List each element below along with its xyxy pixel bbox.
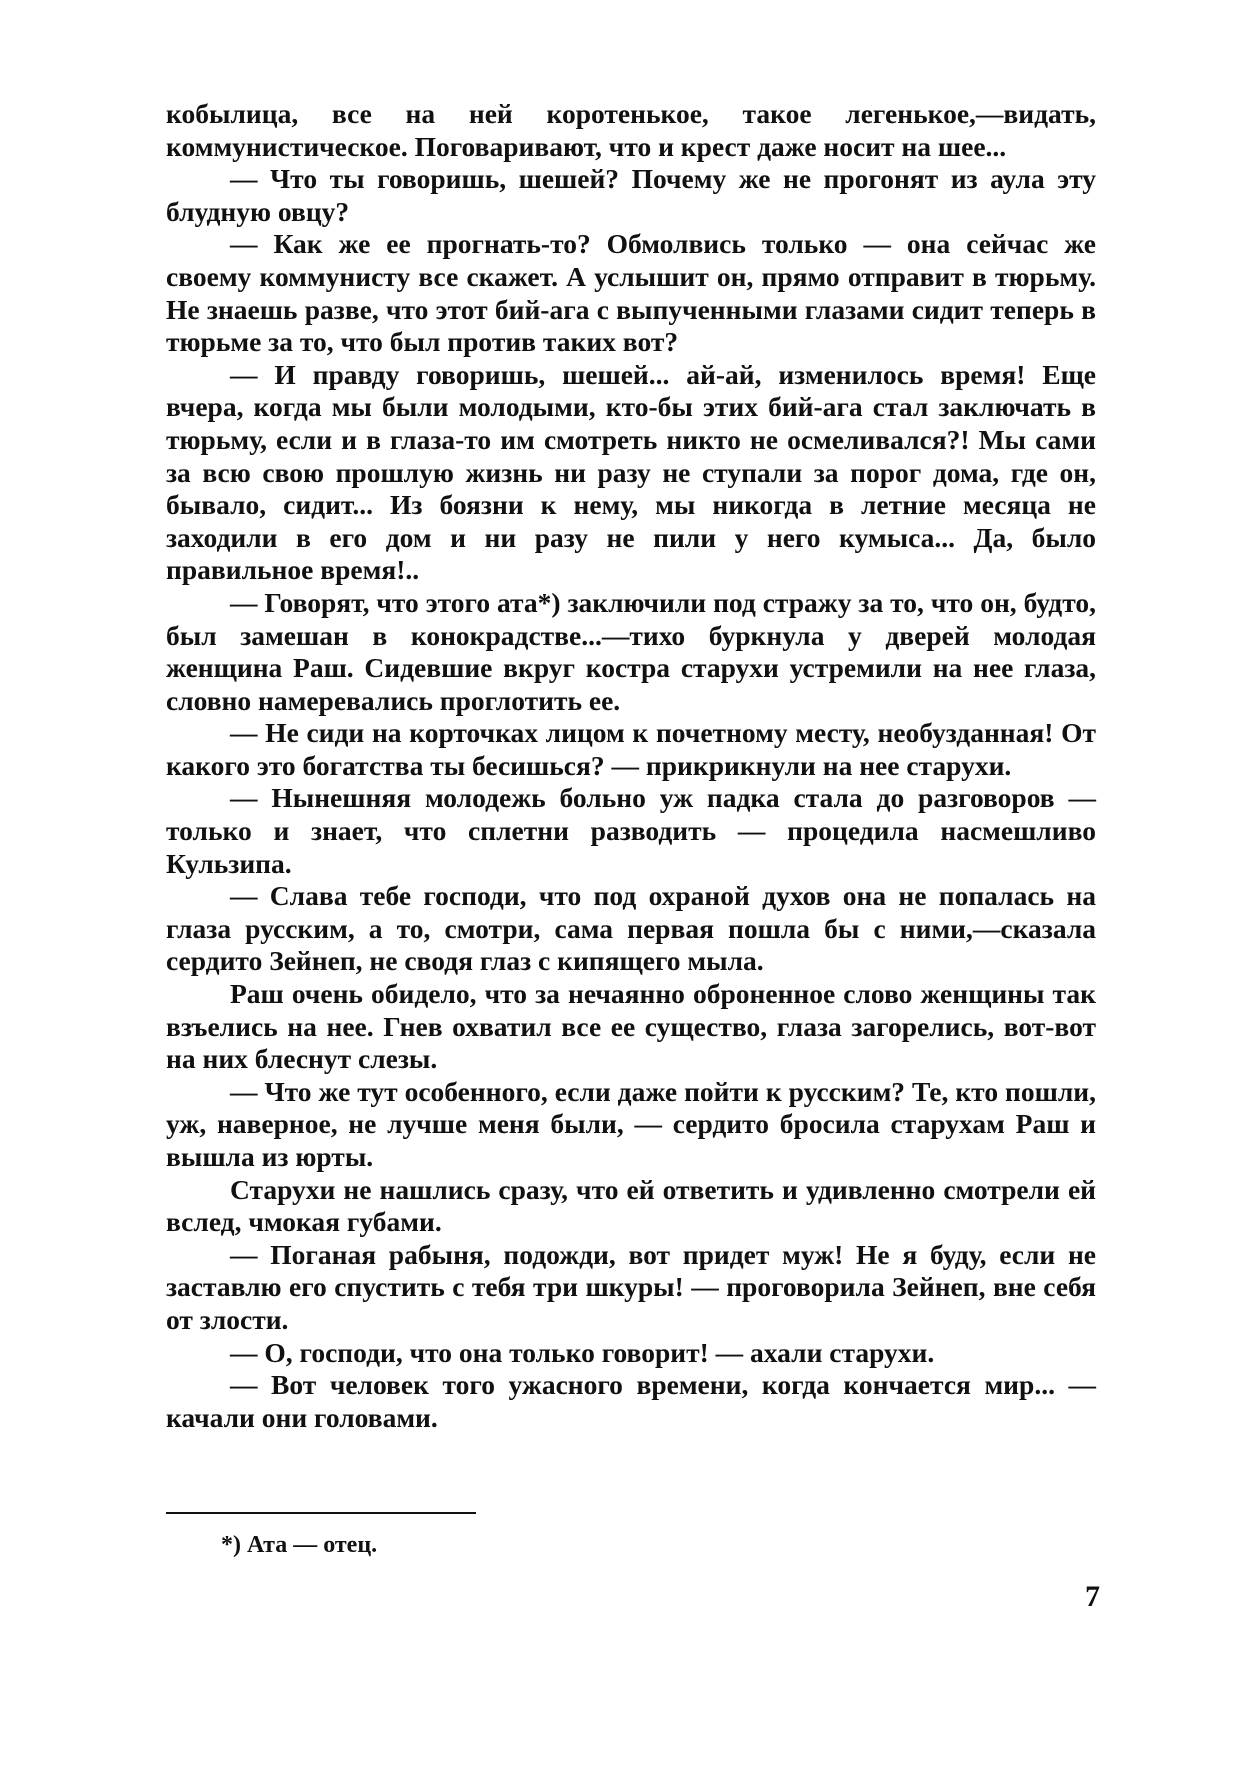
footnote-divider xyxy=(166,1512,476,1514)
paragraph-9: Раш очень обидело, что за нечаянно оброненное слово женщины так взъелись на нее. Гнев охватил все ее существо, глаза загорелись, вот-вот на них блеснут слезы. xyxy=(166,978,1096,1075)
footnote: *) Ата — отец. xyxy=(221,1532,378,1558)
paragraph-5: — Говорят, что этого ата*) заключили под стражу за то, что он, будто, был замешан в конокрадстве...—тихо буркнула у дверей молодая женщина Раш. Сидевшие вкруг костра старухи устремили на нее глаза, словно намеревались проглотить ее. xyxy=(166,586,1096,716)
page-number: 7 xyxy=(1085,1580,1100,1613)
paragraph-2: — Что ты говоришь, шешей? Почему же не прогонят из аула эту блудную овцу? xyxy=(166,163,1096,227)
paragraph-8: — Слава тебе господи, что под охраной духов она не попалась на глаза русским, а то, смотри, сама первая пошла бы с ними,—сказала сердито Зейнеп, не сводя глаз с кипящего мыла. xyxy=(166,880,1096,977)
paragraph-6: — Не сиди на корточках лицом к почетному месту, необузданная! От какого это богатства ты бесишься? — прикрикнули на нее старухи. xyxy=(166,717,1096,781)
paragraph-10: — Что же тут особенного, если даже пойти к русским? Те, кто пошли, уж, наверное, не лучше меня были, — сердито бросила старухам Раш и вышла из юрты. xyxy=(166,1075,1096,1172)
paragraph-14: — Вот человек того ужасного времени, когда кончается мир... — качали они головами. xyxy=(166,1369,1096,1433)
paragraph-4: — И правду говоришь, шешей... ай-ай, изменилось время! Еще вчера, когда мы были молодыми, кто-бы этих бий-ага стал заключать в тюрьму, если и в глаза-то им смотреть никто не осмеливался?! Мы сами за всю свою прошлую жизнь ни разу не ступали за порог дома, где он, бывало, сидит... Из боязни к нему, мы никогда в летние месяца не заходили в его дом и ни разу не пили у него кумыса... Да, было правильное время!.. xyxy=(166,358,1096,586)
paragraph-11: Старухи не нашлись сразу, что ей ответить и удивленно смотрели ей вслед, чмокая губами. xyxy=(166,1173,1096,1238)
paragraph-7: — Нынешняя молодежь больно уж падка стала до разговоров — только и знает, что сплетни разводить — процедила насмешливо Кульзипа. xyxy=(166,782,1096,879)
paragraph-13: — О, господи, что она только говорит! — ахали старухи. xyxy=(230,1336,935,1368)
paragraph-1: кобылица, все на ней коротенькое, такое легенькое,—видать, коммунистическое. Поговаривают, что и крест даже носит на шее... xyxy=(166,98,1096,162)
paragraph-12: — Поганая рабыня, подожди, вот придет муж! Не я буду, если не заставлю его спустить с тебя три шкуры! — проговорила Зейнеп, вне себя от злости. xyxy=(166,1238,1096,1335)
page-text xyxy=(166,98,1096,1434)
paragraph-3: — Как же ее прогнать-то? Обмолвись только — она сейчас же своему коммунисту все скажет. А услышит он, прямо отправит в тюрьму. Не знаешь разве, что этот бий-ага с выпученными глазами сидит теперь в тюрьме за то, что был против таких вот? xyxy=(166,228,1096,358)
